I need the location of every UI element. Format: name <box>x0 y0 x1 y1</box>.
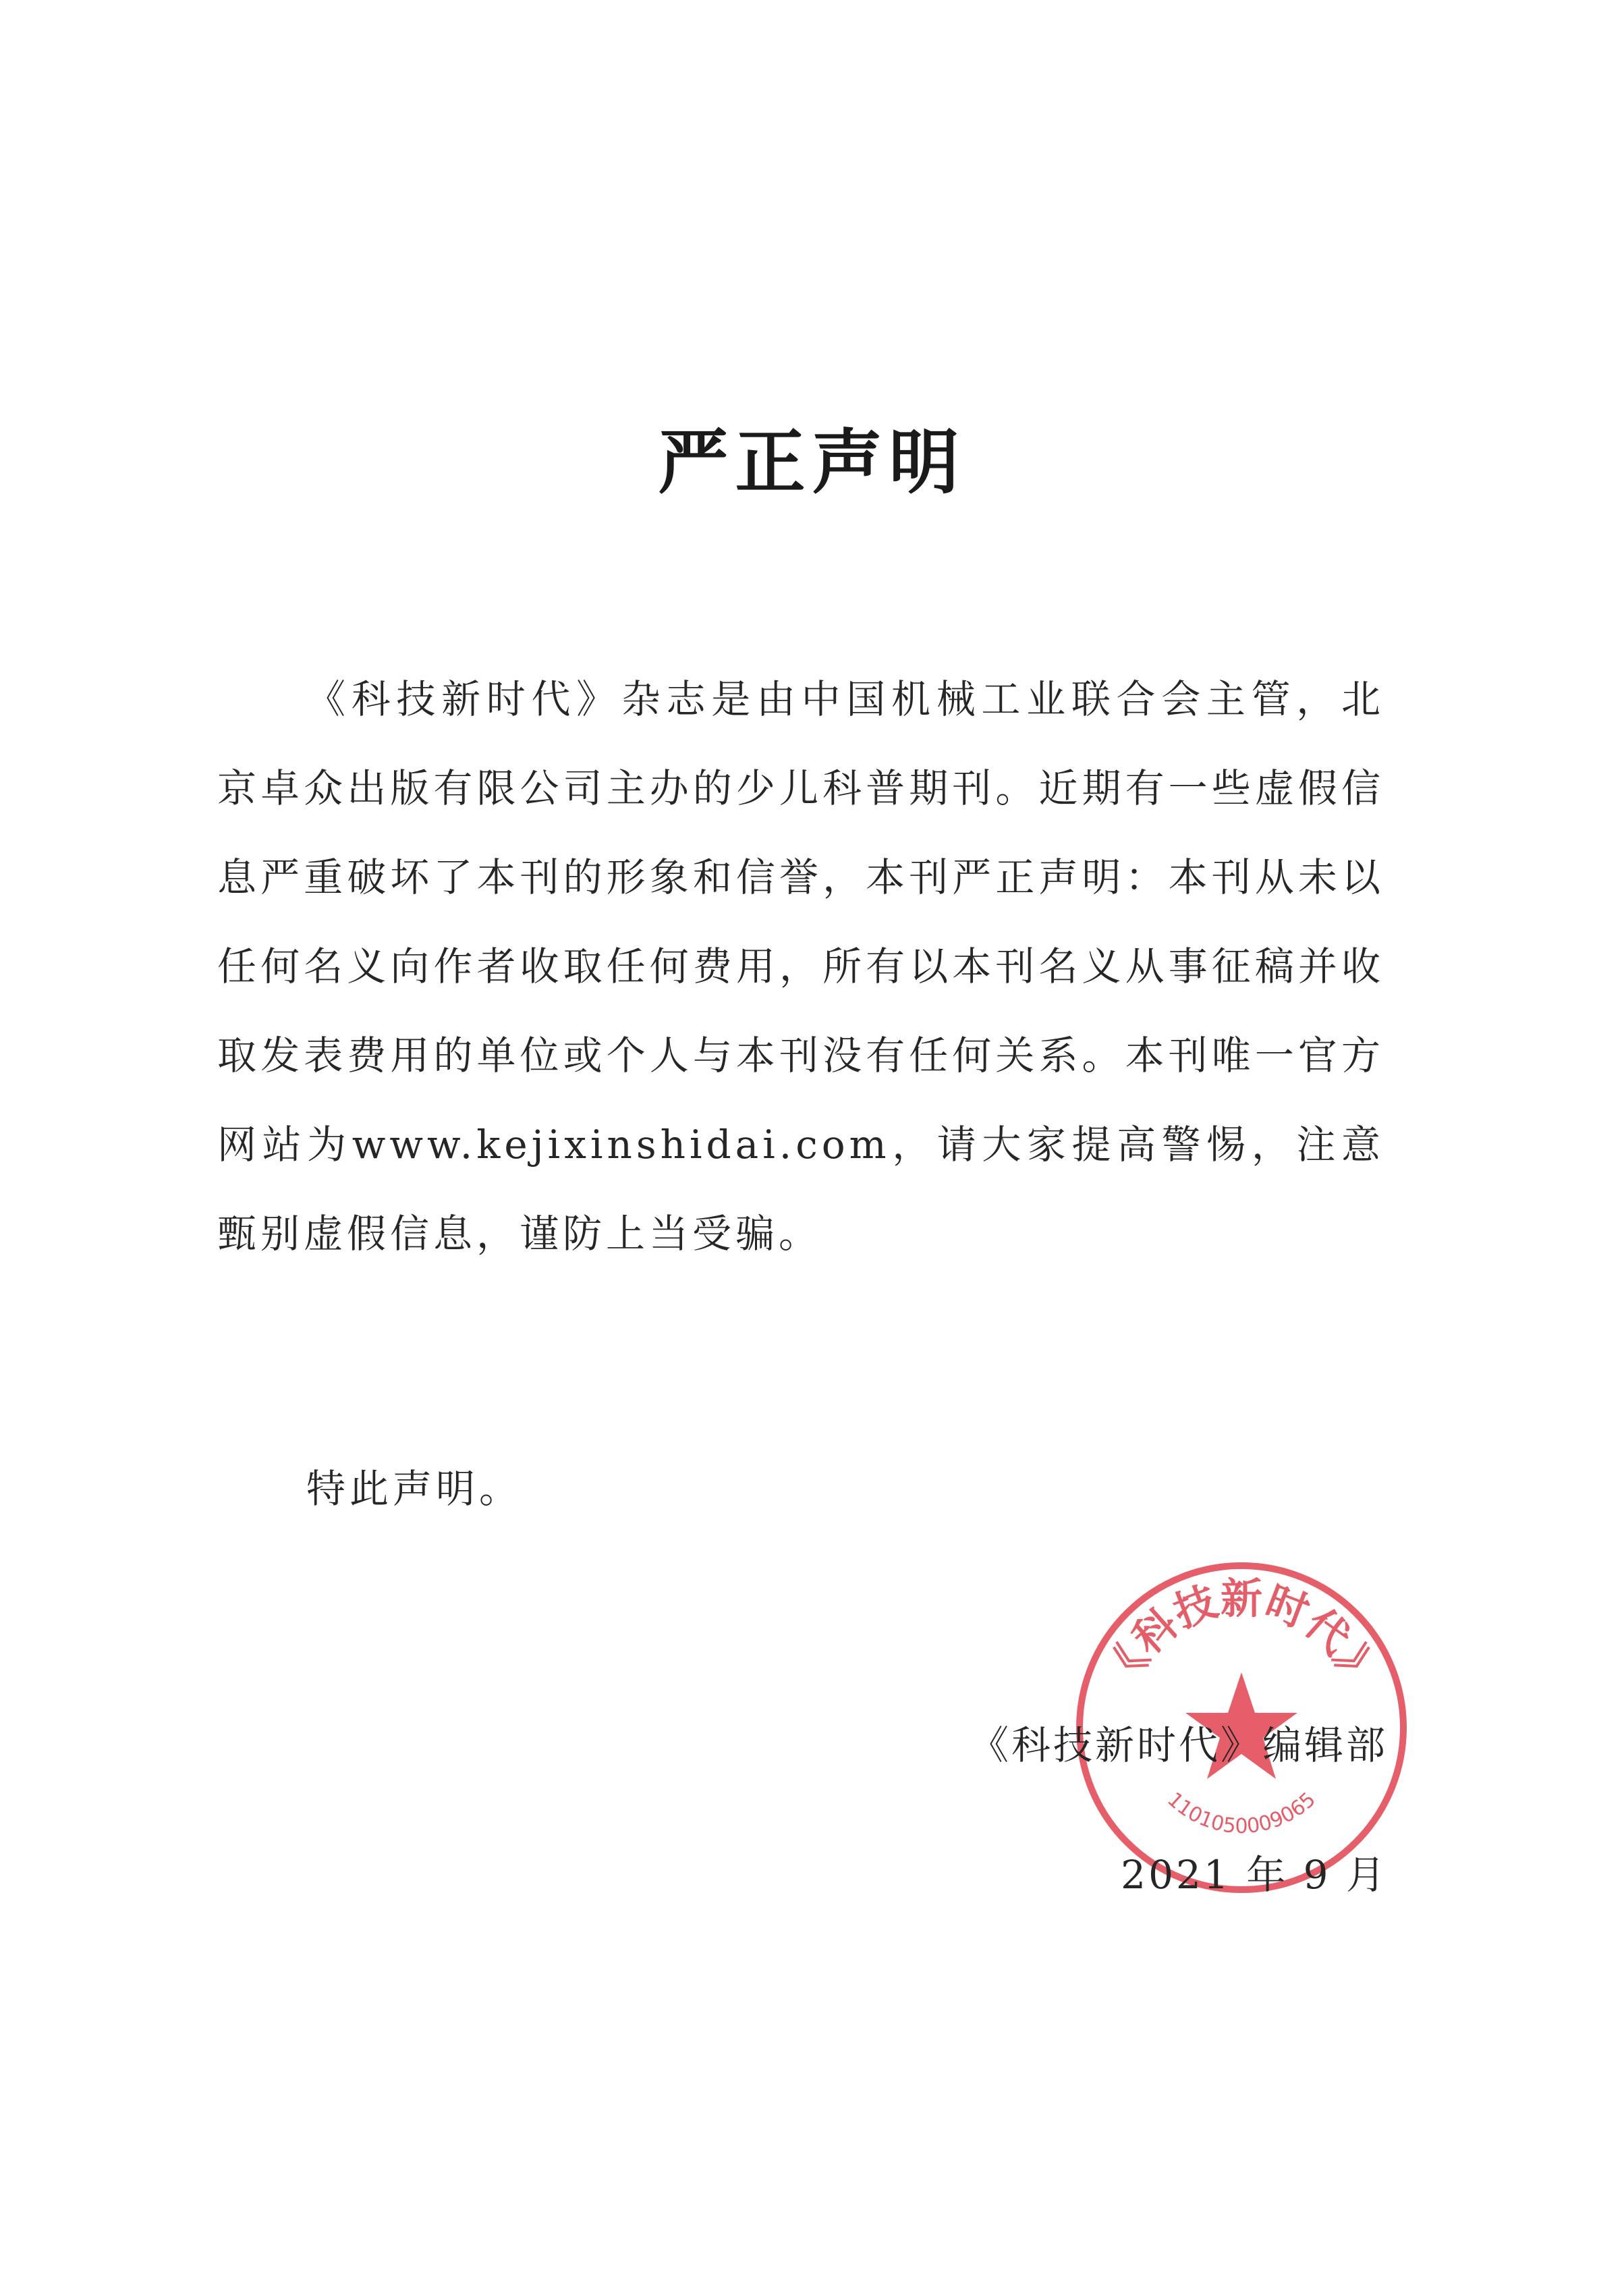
signature-block <box>970 1701 1388 1919</box>
page-title: 严正声明 <box>658 421 966 503</box>
seal-text: 《科技新时代》 <box>1095 1574 1388 1699</box>
statement-paragraph: 《科技新时代》杂志是由中国机械工业联合会主管，北京卓众出版有限公司主办的少儿科普期刊。近期有一些虚假信息严重破坏了本刊的形象和信誉，本刊严正声明：本刊从未以任何名义向作者收取任何费用，所有以本刊名义从事征稿并收取发表费用的单位或个人与本刊没有任何关系。本刊唯一官方网站为www.kejixinshidai.com，请大家提高警惕，注意甄别虚假信息，谨防上当受骗。 <box>217 676 1384 1257</box>
closing-line: 特此声明。 <box>306 1466 523 1512</box>
statement-body <box>217 655 1384 1278</box>
signature-date: 2021 年 9 月 <box>1121 1852 1388 1898</box>
seal-number: 1101050009065 <box>1163 1788 1320 1838</box>
signature-department: 《科技新时代》编辑部 <box>969 1722 1388 1768</box>
